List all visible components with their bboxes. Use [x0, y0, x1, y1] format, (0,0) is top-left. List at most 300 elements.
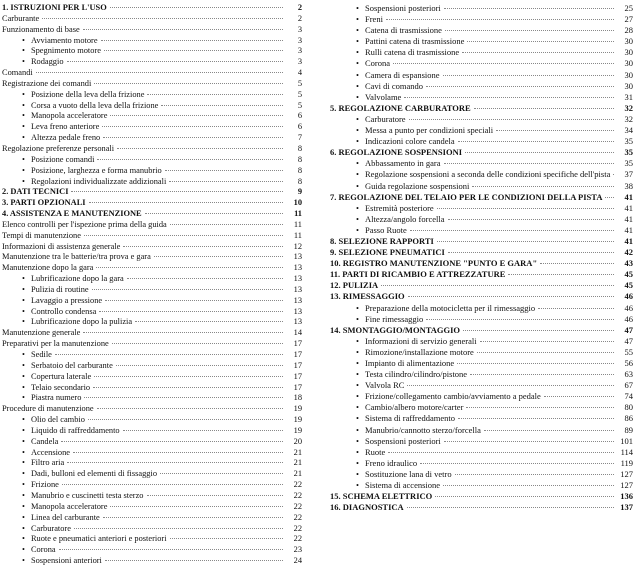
toc-entry-title: Telaio secondario	[30, 382, 91, 392]
dot-leader	[407, 507, 614, 508]
dot-leader	[448, 219, 614, 220]
dot-leader	[410, 230, 614, 231]
toc-page-number: 25	[624, 3, 633, 13]
toc-page-number: 13	[293, 274, 302, 284]
dot-leader	[92, 289, 283, 290]
dot-leader	[94, 83, 283, 84]
toc-entry[interactable]	[330, 225, 633, 236]
toc-page-number: 19	[293, 415, 302, 425]
bullet-icon: •	[22, 122, 25, 132]
dot-leader	[458, 141, 614, 142]
toc-entry-title: Valvola RC	[364, 380, 405, 391]
toc-entry[interactable]	[2, 166, 302, 177]
toc-page-number: 11	[293, 219, 302, 229]
toc-page-number: 127	[620, 468, 633, 479]
toc-entry[interactable]	[330, 114, 633, 125]
toc-page-number: 101	[620, 435, 633, 446]
toc-entry-title: Regolazione preferenze personali	[2, 143, 115, 153]
bullet-icon: •	[356, 435, 359, 446]
toc-page-number: 89	[624, 424, 633, 435]
bullet-icon: •	[356, 136, 359, 147]
toc-entry[interactable]	[330, 425, 633, 436]
toc-entry-title: Valvolame	[364, 91, 402, 102]
toc-entry-title: Preparativi per la manutenzione	[2, 339, 109, 349]
toc-entry[interactable]	[2, 545, 302, 556]
toc-entry-title: Funzionamento di base	[2, 24, 80, 34]
toc-page-number: 9	[297, 187, 302, 197]
toc-entry[interactable]	[2, 285, 302, 296]
toc-page-number: 67	[624, 380, 633, 391]
toc-entry[interactable]	[330, 391, 633, 402]
toc-entry[interactable]	[2, 513, 302, 524]
toc-entry[interactable]	[2, 317, 302, 328]
dot-leader	[97, 408, 283, 409]
toc-entry[interactable]	[2, 393, 302, 404]
toc-entry[interactable]	[330, 469, 633, 480]
toc-entry[interactable]	[2, 383, 302, 394]
toc-entry[interactable]	[2, 372, 302, 383]
toc-entry-title: 10. REGISTRO MANUTENZIONE "PUNTO E GARA"	[330, 258, 538, 269]
toc-entry[interactable]	[2, 155, 302, 166]
bullet-icon: •	[22, 512, 25, 522]
toc-page-number: 22	[293, 501, 302, 511]
bullet-icon: •	[22, 501, 25, 511]
dot-leader	[467, 41, 614, 42]
dot-leader	[426, 86, 614, 87]
toc-entry-title: 12. PULIZIA	[330, 280, 379, 291]
toc-entry-title: Sistema di accensione	[364, 480, 441, 491]
toc-page-number: 7	[297, 133, 302, 143]
dot-leader	[101, 40, 283, 41]
bullet-icon: •	[22, 447, 25, 457]
toc-entry-title: Lubrificazione dopo la gara	[30, 274, 124, 284]
toc-entry[interactable]	[2, 111, 302, 122]
toc-entry[interactable]	[330, 169, 633, 180]
toc-entry[interactable]	[2, 252, 302, 263]
toc-entry-title: Carburatore	[30, 523, 71, 533]
toc-entry[interactable]	[330, 3, 633, 14]
toc-page-number: 6	[297, 111, 302, 121]
toc-entry-title: Rimozione/installazione motore	[364, 346, 474, 357]
toc-entry[interactable]	[330, 92, 633, 103]
dot-leader	[88, 419, 283, 420]
dot-leader	[145, 213, 283, 214]
toc-section-heading[interactable]	[330, 247, 633, 258]
toc-page-number: 86	[624, 413, 633, 424]
toc-page-number: 30	[624, 69, 633, 80]
toc-entry-title: Posizione, larghezza e forma manubrio	[30, 165, 162, 175]
toc-page-number: 17	[293, 360, 302, 370]
toc-entry-title: Procedure di manutenzione	[2, 404, 94, 414]
toc-page-number: 30	[624, 80, 633, 91]
toc-entry[interactable]	[2, 480, 302, 491]
toc-section-heading[interactable]	[2, 209, 302, 220]
toc-entry[interactable]	[2, 361, 302, 372]
toc-entry-title: Preparazione della motocicletta per il rimessaggio	[364, 302, 536, 313]
dot-leader	[613, 174, 614, 175]
toc-page-number: 47	[624, 324, 633, 335]
toc-page-number: 17	[293, 350, 302, 359]
toc-entry[interactable]	[2, 274, 302, 285]
toc-page-number: 43	[624, 258, 633, 269]
dot-leader	[74, 528, 283, 529]
toc-entry-title: Carburatore	[364, 113, 406, 124]
toc-page-number: 63	[624, 369, 633, 380]
bullet-icon: •	[22, 165, 25, 175]
bullet-icon: •	[22, 436, 25, 446]
toc-entry[interactable]	[2, 133, 302, 144]
toc-entry[interactable]	[2, 242, 302, 253]
toc-entry-title: Controllo condensa	[30, 306, 97, 316]
toc-left-column	[2, 3, 302, 567]
dot-leader	[381, 285, 614, 286]
dot-leader	[67, 61, 283, 62]
toc-section-heading[interactable]	[330, 258, 633, 269]
toc-entry-title: Manubrio/cannotto sterzo/forcella	[364, 424, 481, 435]
toc-entry[interactable]	[2, 46, 302, 57]
toc-entry[interactable]	[330, 158, 633, 169]
dot-leader	[103, 517, 283, 518]
toc-entry[interactable]	[330, 25, 633, 36]
toc-entry[interactable]	[330, 70, 633, 81]
toc-entry-title: 13. RIMESSAGGIO	[330, 291, 405, 302]
toc-entry[interactable]	[2, 101, 302, 112]
toc-entry[interactable]	[2, 458, 302, 469]
toc-entry-title: Liquido di raffreddamento	[30, 425, 120, 435]
bullet-icon: •	[22, 89, 25, 99]
dot-leader	[161, 105, 283, 106]
dot-leader	[67, 462, 283, 463]
dot-leader	[443, 485, 614, 486]
toc-page-number: 56	[624, 358, 633, 368]
toc-page-number: 46	[624, 313, 633, 324]
toc-page-number: 30	[624, 47, 633, 58]
toc-section-heading[interactable]	[330, 280, 633, 291]
dot-leader	[480, 341, 614, 342]
toc-entry[interactable]	[2, 220, 302, 231]
dot-leader	[96, 267, 283, 268]
toc-entry[interactable]	[2, 68, 302, 79]
toc-entry[interactable]	[2, 144, 302, 155]
toc-entry-title: Informazioni di assistenza generale	[2, 241, 121, 251]
toc-page-number: 17	[293, 339, 302, 349]
toc-entry-title: Sedile	[30, 350, 52, 359]
bullet-icon: •	[22, 382, 25, 392]
toc-entry[interactable]	[2, 90, 302, 101]
dot-leader	[89, 202, 283, 203]
dot-leader	[420, 463, 614, 464]
bullet-icon: •	[356, 25, 359, 36]
toc-entry[interactable]	[330, 380, 633, 391]
toc-entry-title: Impianto di alimentazione	[364, 358, 455, 368]
toc-entry[interactable]	[330, 47, 633, 58]
bullet-icon: •	[356, 402, 359, 413]
toc-entry-title: 14. SMONTAGGIO/MONTAGGIO	[330, 324, 461, 335]
toc-entry-title: Spegnimento motore	[30, 46, 101, 56]
dot-leader	[496, 130, 614, 131]
dot-leader	[169, 181, 283, 182]
toc-section-heading[interactable]	[330, 236, 633, 247]
dot-leader	[455, 474, 614, 475]
toc-entry-title: 1. ISTRUZIONI PER L'USO	[2, 3, 107, 12]
bullet-icon: •	[22, 295, 25, 305]
toc-entry[interactable]	[2, 177, 302, 188]
dot-leader	[538, 308, 614, 309]
toc-page-number: 17	[293, 382, 302, 392]
toc-entry-title: Lavaggio a pressione	[30, 295, 103, 305]
toc-page-number: 14	[293, 328, 302, 338]
toc-entry-title: 7. REGOLAZIONE DEL TELAIO PER LE CONDIZIONI DELLA PISTA	[330, 191, 603, 202]
toc-entry-title: Pulizia di routine	[30, 284, 89, 294]
toc-page-number: 45	[624, 269, 633, 280]
toc-entry[interactable]	[2, 36, 302, 47]
toc-section-heading[interactable]	[330, 103, 633, 114]
bullet-icon: •	[356, 224, 359, 235]
toc-section-heading[interactable]	[330, 192, 633, 203]
toc-entry[interactable]	[2, 534, 302, 545]
toc-entry-title: Ruote	[364, 446, 386, 457]
toc-entry-title: Catena di trasmissione	[364, 25, 442, 36]
dot-leader	[135, 321, 283, 322]
toc-page-number: 2	[297, 3, 302, 12]
toc-page-number: 5	[297, 89, 302, 99]
dot-leader	[102, 126, 283, 127]
toc-page-number: 47	[624, 335, 633, 346]
toc-page-number: 38	[624, 180, 633, 191]
toc-page-number: 11	[293, 230, 302, 240]
dot-leader	[393, 63, 614, 64]
toc-entry[interactable]	[330, 436, 633, 447]
toc-entry[interactable]	[330, 402, 633, 413]
toc-page-number: 5	[297, 78, 302, 88]
dot-leader	[407, 385, 614, 386]
toc-page-number: 114	[620, 446, 633, 457]
toc-page-number: 22	[293, 534, 302, 544]
toc-entry[interactable]	[330, 125, 633, 136]
bullet-icon: •	[22, 534, 25, 544]
toc-page-number: 13	[293, 263, 302, 273]
toc-entry[interactable]	[330, 181, 633, 192]
toc-entry[interactable]	[2, 231, 302, 242]
bullet-icon: •	[356, 202, 359, 213]
toc-entry-title: Tempi di manutenzione	[2, 230, 81, 240]
bullet-icon: •	[356, 125, 359, 136]
toc-page-number: 41	[624, 213, 633, 224]
toc-page-number: 21	[293, 447, 302, 457]
toc-entry[interactable]	[2, 122, 302, 133]
toc-entry[interactable]	[2, 556, 302, 567]
toc-entry[interactable]	[330, 14, 633, 25]
dot-leader	[112, 343, 283, 344]
toc-entry[interactable]	[330, 336, 633, 347]
toc-page-number: 136	[620, 491, 633, 502]
toc-section-heading[interactable]	[2, 187, 302, 198]
bullet-icon: •	[356, 58, 359, 69]
toc-entry[interactable]	[2, 79, 302, 90]
toc-entry[interactable]	[2, 524, 302, 535]
bullet-icon: •	[22, 154, 25, 164]
toc-page-number: 3	[297, 57, 302, 67]
toc-page-number: 22	[293, 480, 302, 490]
toc-entry-title: Frizione	[30, 480, 59, 490]
toc-section-heading[interactable]	[2, 198, 302, 209]
toc-entry[interactable]	[330, 214, 633, 225]
toc-section-heading[interactable]	[330, 325, 633, 336]
toc-page-number: 6	[297, 122, 302, 132]
toc-entry[interactable]	[330, 347, 633, 358]
toc-entry[interactable]	[2, 502, 302, 513]
dot-leader	[457, 363, 614, 364]
dot-leader	[388, 452, 614, 453]
toc-entry[interactable]	[2, 14, 302, 25]
dot-leader	[437, 208, 614, 209]
toc-entry-title: Estremità posteriore	[364, 202, 434, 213]
toc-page-number: 127	[620, 480, 633, 491]
toc-entry[interactable]	[330, 36, 633, 47]
bullet-icon: •	[356, 14, 359, 25]
toc-entry-title: Camera di espansione	[364, 69, 440, 80]
toc-page-number: 22	[293, 512, 302, 522]
bullet-icon: •	[22, 35, 25, 45]
bullet-icon: •	[356, 457, 359, 468]
toc-entry[interactable]	[2, 57, 302, 68]
bullet-icon: •	[356, 69, 359, 80]
toc-section-heading[interactable]	[2, 3, 302, 14]
toc-entry-title: Registrazione dei comandi	[2, 78, 92, 88]
toc-section-heading[interactable]	[330, 502, 633, 513]
toc-section-heading[interactable]	[330, 147, 633, 158]
toc-entry-title: 9. SELEZIONE PNEUMATICI	[330, 247, 445, 258]
dot-leader	[83, 332, 283, 333]
toc-entry[interactable]	[330, 480, 633, 491]
dot-leader	[404, 97, 614, 98]
toc-entry[interactable]	[2, 328, 302, 339]
toc-entry-title: Serbatoio del carburante	[30, 360, 113, 370]
dot-leader	[448, 252, 614, 253]
toc-entry-title: Carburante	[2, 13, 40, 23]
toc-entry[interactable]	[2, 426, 302, 437]
toc-entry[interactable]	[330, 358, 633, 369]
toc-page-number: 17	[293, 371, 302, 381]
toc-entry-title: Sospensioni posteriori	[364, 3, 441, 13]
toc-entry-title: Testa cilindro/cilindro/pistone	[364, 369, 468, 380]
dot-leader	[544, 396, 614, 397]
toc-entry[interactable]	[2, 437, 302, 448]
bullet-icon: •	[22, 350, 25, 359]
toc-entry[interactable]	[2, 296, 302, 307]
toc-entry[interactable]	[2, 469, 302, 480]
toc-page-number: 24	[293, 556, 302, 566]
toc-section-heading[interactable]	[330, 491, 633, 502]
dot-leader	[104, 50, 283, 51]
toc-entry[interactable]	[330, 136, 633, 147]
toc-entry[interactable]	[330, 447, 633, 458]
toc-entry-title: Piastra numero	[30, 393, 82, 403]
toc-page-number: 11	[294, 209, 302, 219]
toc-entry-title: 5. REGOLAZIONE CARBURATORE	[330, 102, 471, 113]
bullet-icon: •	[356, 346, 359, 357]
dot-leader	[62, 484, 283, 485]
toc-entry[interactable]	[330, 203, 633, 214]
bullet-icon: •	[22, 100, 25, 110]
toc-entry[interactable]	[330, 369, 633, 380]
dot-leader	[83, 29, 283, 30]
dot-leader	[61, 441, 283, 442]
toc-page-number: 55	[624, 346, 633, 357]
toc-entry[interactable]	[330, 81, 633, 92]
toc-entry[interactable]	[330, 314, 633, 325]
toc-page-number: 22	[293, 490, 302, 500]
toc-entry[interactable]	[2, 491, 302, 502]
toc-page-number: 13	[293, 252, 302, 262]
bullet-icon: •	[22, 360, 25, 370]
toc-page-number: 28	[624, 25, 633, 36]
toc-entry[interactable]	[2, 339, 302, 350]
toc-entry[interactable]	[330, 413, 633, 424]
toc-entry[interactable]	[330, 58, 633, 69]
toc-entry[interactable]	[2, 404, 302, 415]
toc-entry-title: 2. DATI TECNICI	[2, 187, 69, 197]
toc-entry[interactable]	[2, 25, 302, 36]
bullet-icon: •	[356, 480, 359, 491]
toc-entry[interactable]	[2, 448, 302, 459]
toc-entry-title: Cavi di comando	[364, 80, 424, 91]
toc-entry[interactable]	[330, 303, 633, 314]
dot-leader	[110, 115, 283, 116]
bullet-icon: •	[22, 274, 25, 284]
toc-entry[interactable]	[2, 307, 302, 318]
toc-entry-title: Avviamento motore	[30, 35, 98, 45]
toc-page-number: 32	[624, 102, 633, 113]
toc-section-heading[interactable]	[330, 291, 633, 302]
toc-page-number: 13	[293, 306, 302, 316]
dot-leader	[93, 387, 283, 388]
toc-entry-title: Altezza pedale freno	[30, 133, 101, 143]
toc-entry-title: Frizione/collegamento cambio/avviamento a pedale	[364, 391, 541, 402]
bullet-icon: •	[356, 158, 359, 169]
dot-leader	[470, 374, 614, 375]
toc-entry-title: Rodaggio	[30, 57, 64, 67]
toc-entry-title: Leva freno anteriore	[30, 122, 100, 132]
toc-entry-title: Abbassamento in gara	[364, 158, 441, 169]
toc-entry[interactable]	[2, 263, 302, 274]
toc-entry-title: Lubrificazione dopo la pulizia	[30, 317, 133, 327]
toc-page-number: 3	[297, 35, 302, 45]
toc-entry[interactable]	[2, 415, 302, 426]
bullet-icon: •	[356, 391, 359, 402]
toc-entry-title: Altezza/angolo forcella	[364, 213, 445, 224]
dot-leader	[170, 224, 283, 225]
toc-entry-title: Freni	[364, 14, 383, 25]
toc-section-heading[interactable]	[330, 269, 633, 280]
toc-entry-title: Linea del carburante	[30, 512, 100, 522]
bullet-icon: •	[356, 380, 359, 391]
toc-entry-title: Rulli catena di trasmissione	[364, 47, 460, 58]
toc-entry-title: Posizione della leva della frizione	[30, 89, 145, 99]
bullet-icon: •	[22, 490, 25, 500]
dot-leader	[42, 18, 283, 19]
toc-entry-title: Manutenzione dopo la gara	[2, 263, 94, 273]
dot-leader	[154, 256, 283, 257]
bullet-icon: •	[356, 36, 359, 47]
toc-entry-title: Pattini catena di trasmissione	[364, 36, 465, 47]
toc-entry-title: Elenco controlli per l'ispezione prima della guida	[2, 219, 167, 229]
toc-entry[interactable]	[330, 458, 633, 469]
toc-entry[interactable]	[2, 350, 302, 361]
bullet-icon: •	[356, 424, 359, 435]
dot-leader	[84, 397, 283, 398]
toc-entry-title: Sistema di raffreddamento	[364, 413, 455, 424]
